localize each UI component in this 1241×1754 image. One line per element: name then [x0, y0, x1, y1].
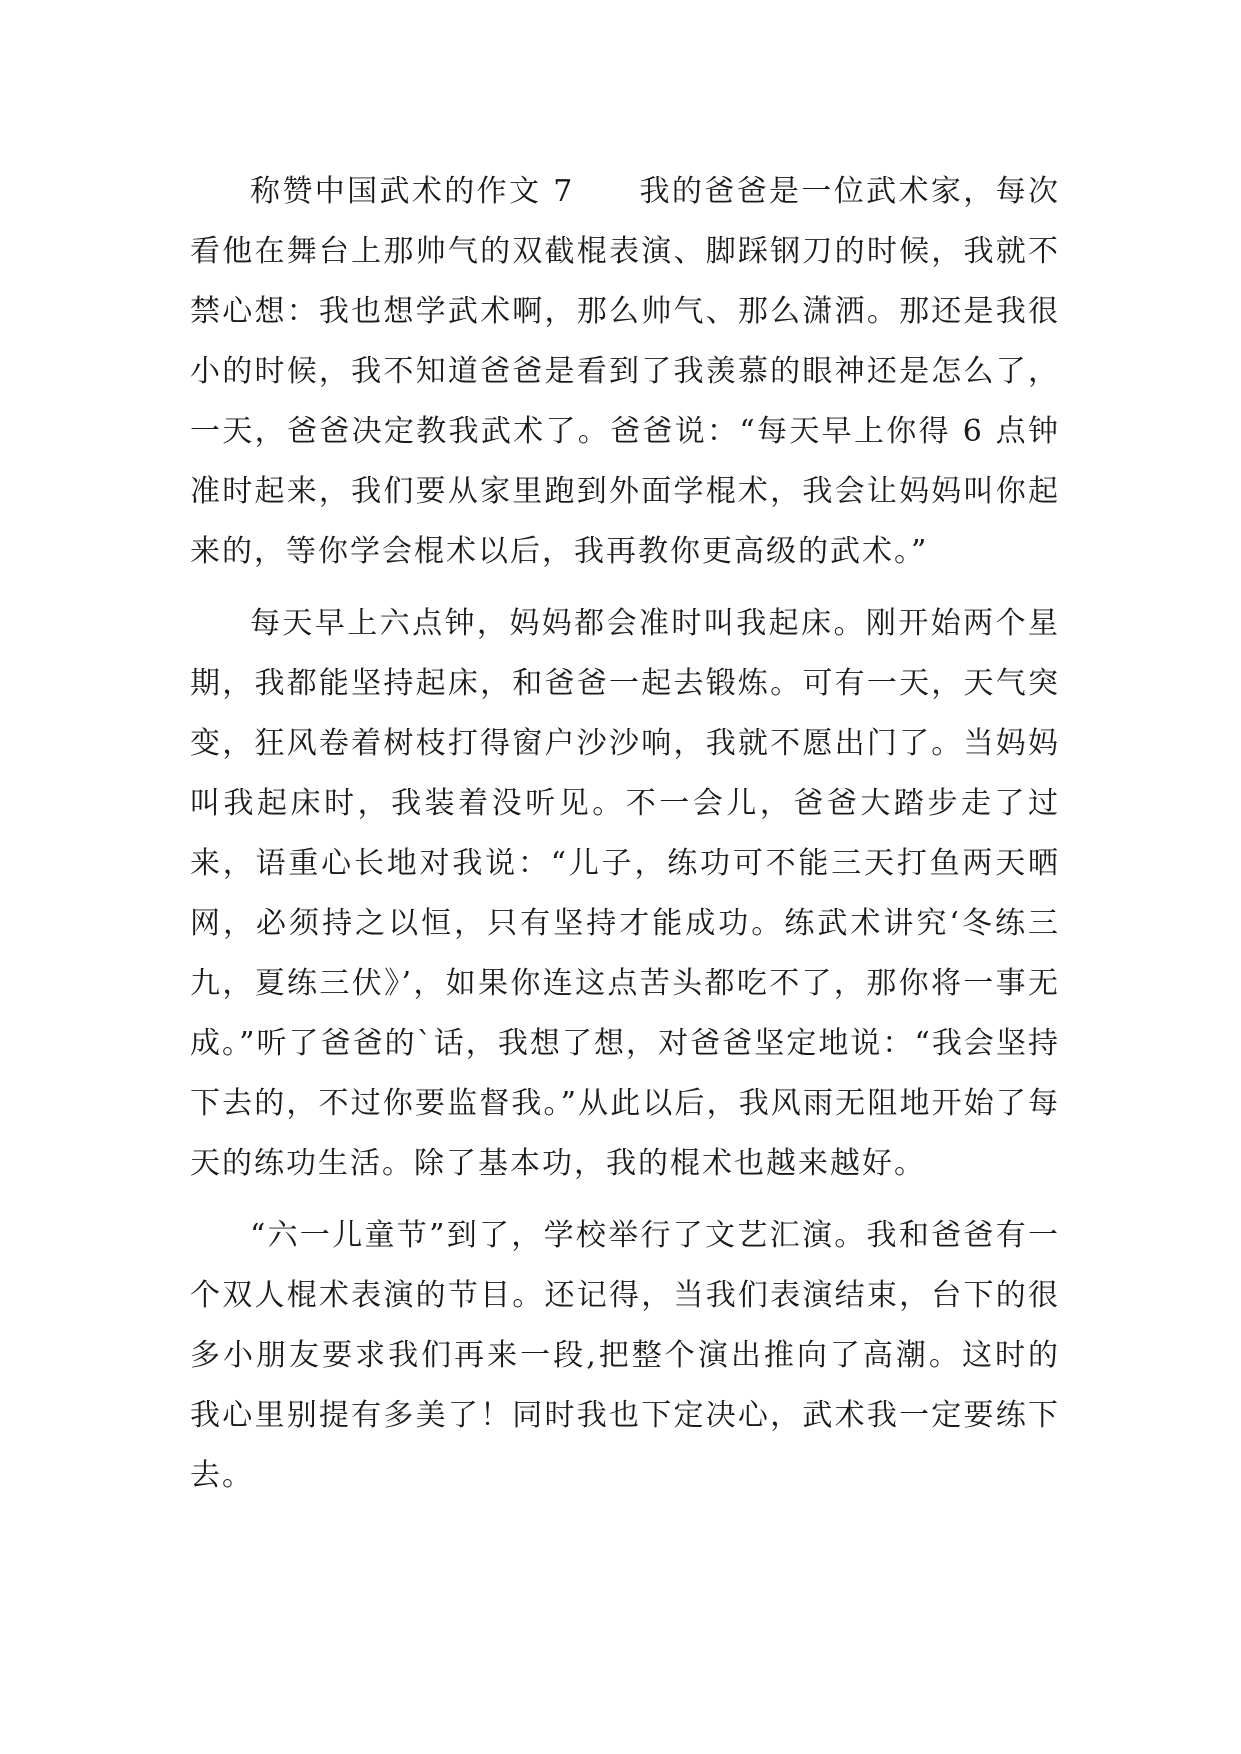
- paragraph-2: 每天早上六点钟，妈妈都会准时叫我起床。刚开始两个星期，我都能坚持起床，和爸爸一起去锻炼。可有一天，天气突变，狂风卷着树枝打得窗户沙沙响，我就不愿出门了。当妈妈叫我起床时，我装着没听见。不一会儿，爸爸大踏步走了过来，语重心长地对我说：“儿子，练功可不能三天打鱼两天晒网，必须持之以恒，只有坚持才能成功。练武术讲究‘冬练三九，夏练三伏》’，如果你连这点苦头都吃不了，那你将一事无成。”听了爸爸的`话，我想了想，对爸爸坚定地说：“我会坚持下去的，不过你要监督我。”从此以后，我风雨无阻地开始了每天的练功生活。除了基本功，我的棍术也越来越好。: [190, 606, 1060, 1181]
- paragraph-3: “六一儿童节”到了，学校举行了文艺汇演。我和爸爸有一个双人棍术表演的节目。还记得，当我们表演结束，台下的很多小朋友要求我们再来一段,把整个演出推向了高潮。这时的我心里别提有多美了！同时我也下定决心，武术我一定要练下去。: [190, 1218, 1060, 1493]
- paragraph-1: 称赞中国武术的作文 7 我的爸爸是一位武术家，每次看他在舞台上那帅气的双截棍表演、脚踩钢刀的时候，我就不禁心想：我也想学武术啊，那么帅气、那么潇洒。那还是我很小的时候，我不知道爸爸是看到了我羡慕的眼神还是怎么了，一天，爸爸决定教我武术了。爸爸说：“每天早上你得 6 点钟准时起来，我们要从家里跑到外面学棍术，我会让妈妈叫你起来的，等你学会棍术以后，我再教你更高级的武术。”: [190, 174, 1060, 569]
- essay-body: [190, 162, 1060, 1518]
